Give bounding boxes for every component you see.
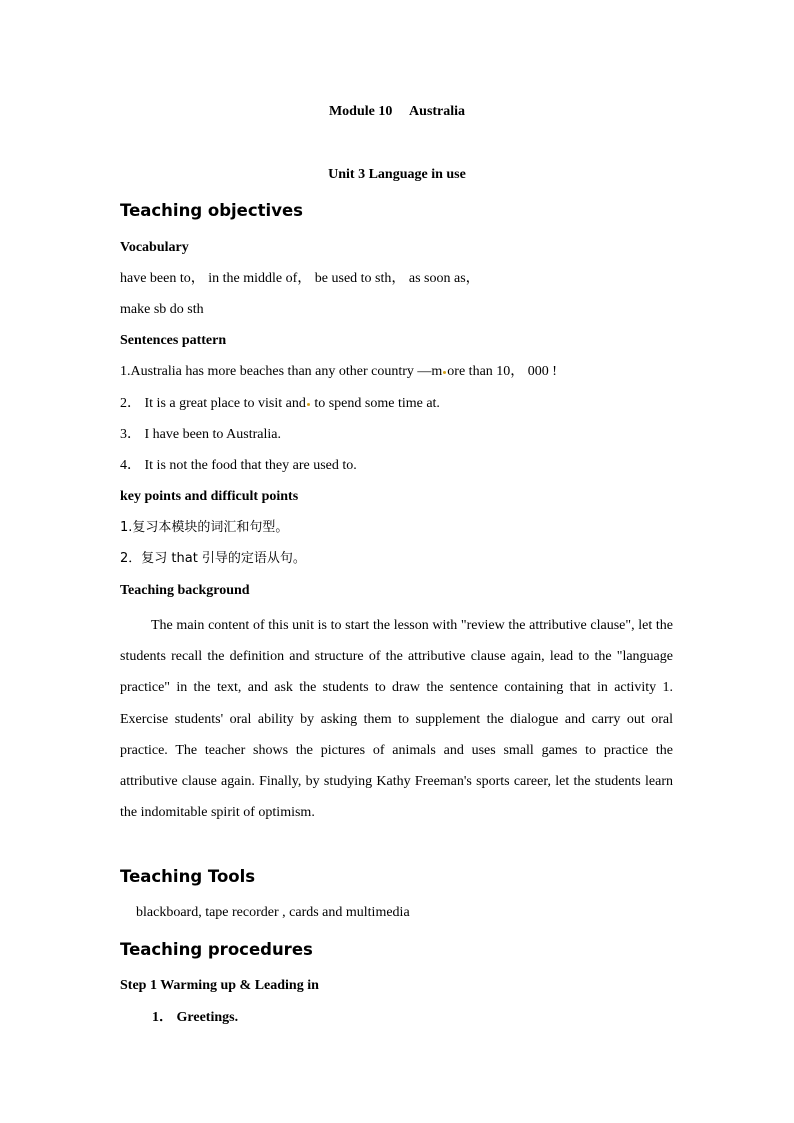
tools-text: blackboard, tape recorder , cards and multimedia (136, 905, 410, 920)
sentence-3: 3． I have been to Australia. (120, 427, 281, 442)
vocabulary-line-1: have been to， in the middle of， be used to sth， as soon as， (120, 271, 480, 286)
key-point-1: 1.复习本模块的词汇和句型。 (120, 520, 289, 535)
key-points-label: key points and difficult points (120, 489, 299, 504)
background-paragraph: The main content of this unit is to start the lesson with "review the attributive clause", let the students recall the definition and structure of the attributive clause again, lead to the "language practice" in the text, and ask the students to draw the sentence containing that in activity 1. Exercise students' oral ability by asking them to supplement the dialogue and carry out oral practice. The teacher shows the pictures of animals and uses small games to practice the attributive clause again. Finally, by studying Kathy Freeman's sports career, let the students learn the indomitable spirit of optimism. (120, 618, 673, 821)
sentences-label: Sentences pattern (120, 333, 227, 348)
sentence-2 (120, 395, 440, 413)
key-point-2: 2．复习 that 引导的定语从句。 (120, 551, 306, 566)
background-heading: Teaching background (120, 583, 250, 598)
sentence-1-part-b: ore than 10， 000 ! (447, 364, 557, 379)
highlight-dot (307, 403, 310, 406)
highlight-dot (443, 371, 446, 374)
sentence-1 (120, 363, 557, 381)
procedures-heading: Teaching procedures (120, 940, 313, 959)
step-1-heading: Step 1 Warming up & Leading in (120, 978, 319, 993)
greetings-item: 1． Greetings. (152, 1010, 239, 1025)
sentence-4: 4． It is not the food that they are used to. (120, 458, 357, 473)
vocabulary-label: Vocabulary (120, 240, 189, 255)
sentence-2-part-a: 2． It is a great place to visit and (120, 396, 306, 411)
tools-heading: Teaching Tools (120, 867, 256, 886)
module-title: Module 10 Australia (328, 104, 466, 119)
objectives-heading: Teaching objectives (120, 201, 303, 220)
sentence-2-part-b: to spend some time at. (310, 396, 440, 411)
vocabulary-line-2: make sb do sth (120, 302, 204, 317)
unit-title: Unit 3 Language in use (328, 167, 466, 182)
sentence-1-part-a: 1.Australia has more beaches than any other country —m (120, 364, 443, 379)
